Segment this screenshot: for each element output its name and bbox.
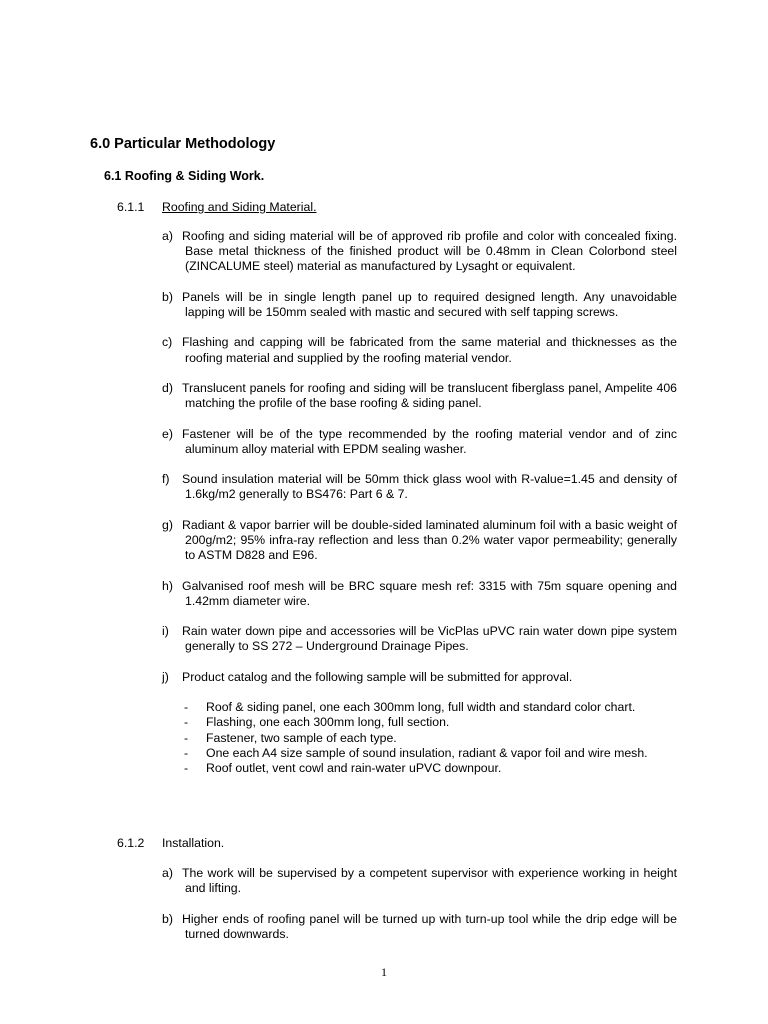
bullet-item: - Fastener, two sample of each type. — [184, 730, 397, 745]
subsection-title: Roofing and Siding Material. — [162, 200, 317, 214]
list-item: d) Translucent panels for roofing and siding will be translucent fiberglass panel, Ampelite 406 matching the profile of the base roofing & siding panel. — [162, 380, 677, 411]
subsection-number: 6.1.1 — [117, 200, 145, 214]
section-heading: 6.0 Particular Methodology — [90, 136, 276, 152]
bullet-item: - One each A4 size sample of sound insulation, radiant & vapor foil and wire mesh. — [184, 745, 648, 760]
page-number: 1 — [381, 965, 387, 979]
sample-bullet-list — [162, 700, 677, 776]
subsection-number: 6.1.2 — [117, 836, 145, 850]
material-list — [162, 229, 677, 776]
subsection-title: Installation. — [162, 836, 225, 850]
list-item: a) The work will be supervised by a competent supervisor with experience working in height and lifting. — [162, 866, 677, 896]
list-item: i) Rain water down pipe and accessories will be VicPlas uPVC rain water down pipe system generally to SS 272 – Underground Drainage Pipes. — [162, 624, 677, 654]
list-item: b) Higher ends of roofing panel will be turned up with turn-up tool while the drip edge will be turned downwards. — [162, 911, 677, 941]
list-item: g) Radiant & vapor barrier will be double-sided laminated aluminum foil with a basic weight of 200g/m2; 95% infra-ray reflection and less than 0.2% water vapor permeability; generally to ASTM D828 and E96. — [162, 517, 677, 563]
installation-list — [162, 866, 677, 957]
list-item: j) Product catalog and the following sample will be submitted for approval. — [162, 669, 573, 684]
list-item: a) Roofing and siding material will be of approved rib profile and color with concealed fixing. Base metal thickness of the finished product will be 0.48mm in Clean Colorbond steel (ZINCALUME steel) material as manufactured by Lysaght or equivalent. — [162, 229, 677, 274]
list-item: c) Flashing and capping will be fabricated from the same material and thicknesses as the roofing material and supplied by the roofing material vendor. — [162, 335, 677, 365]
list-item: e) Fastener will be of the type recommended by the roofing material vendor and of zinc aluminum alloy material with EPDM sealing washer. — [162, 426, 677, 456]
list-item: h) Galvanised roof mesh will be BRC square mesh ref: 3315 with 75m square opening and 1.42mm diameter wire. — [162, 578, 677, 608]
bullet-item: - Roof outlet, vent cowl and rain-water uPVC downpour. — [184, 760, 502, 775]
list-item: f) Sound insulation material will be 50mm thick glass wool with R-value=1.45 and density of 1.6kg/m2 generally to BS476: Part 6 & 7. — [162, 472, 677, 502]
bullet-item: - Flashing, one each 300mm long, full section. — [184, 715, 450, 730]
list-item: b) Panels will be in single length panel up to required designed length. Any unavoidable lapping will be 150mm sealed with mastic and secured with self tapping screws. — [162, 289, 677, 319]
bullet-item: - Roof & siding panel, one each 300mm long, full width and standard color chart. — [184, 700, 636, 715]
subsection-heading: 6.1 Roofing & Siding Work. — [104, 169, 265, 183]
